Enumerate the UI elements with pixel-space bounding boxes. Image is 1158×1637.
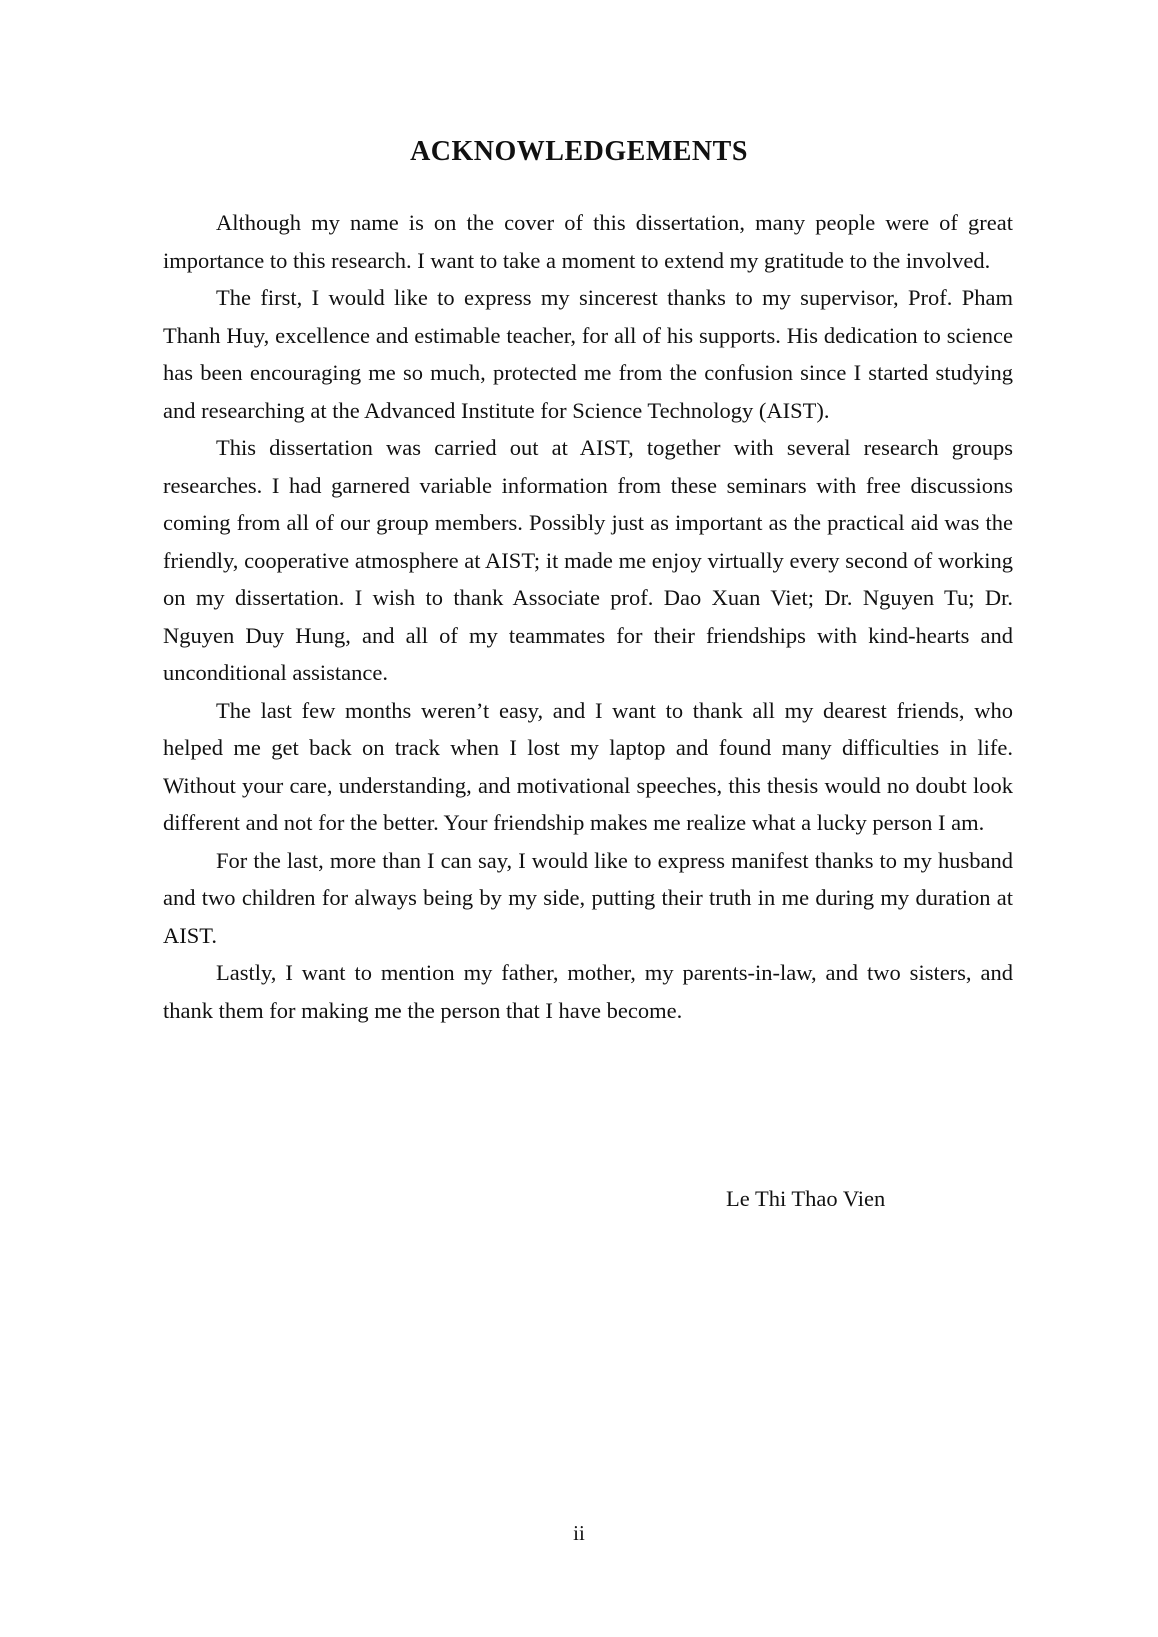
page-number: ii — [573, 1521, 585, 1545]
paragraph-research-groups: This dissertation was carried out at AIST, together with several research groups researches. I had garnered variable information from these seminars with free discussions coming from all of our group members. Possibly just as important as the practical aid was the friendly, cooperative atmosphere at AIST; it made me enjoy virtually every second of working on my dissertation. I wish to thank Associate prof. Dao Xuan Viet; Dr. Nguyen Tu; Dr. Nguyen Duy Hung, and all of my teammates for their friendships with kind-hearts and unconditional assistance. — [163, 435, 1013, 685]
paragraph-parents: Lastly, I want to mention my father, mother, my parents-in-law, and two sisters, and thank them for making me the person that I have become. — [163, 960, 1013, 1023]
author-signature: Le Thi Thao Vien — [726, 1186, 886, 1211]
paragraph-family: For the last, more than I can say, I would like to express manifest thanks to my husband and two children for always being by my side, putting their truth in me during my duration at AIST. — [163, 847, 1013, 948]
paragraph-friends: The last few months weren’t easy, and I want to thank all my dearest friends, who helped me get back on track when I lost my laptop and found many difficulties in life. Without your care, understanding, and motivational speeches, this thesis would no doubt look different and not for the better. Your friendship makes me realize what a lucky person I am. — [163, 697, 1013, 835]
acknowledgements-body — [163, 204, 1013, 1029]
paragraph-supervisor: The first, I would like to express my sincerest thanks to my supervisor, Prof. Pham Thanh Huy, excellence and estimable teacher, for all of his supports. His dedication to science has been encouraging me so much, protected me from the confusion since I started studying and researching at the Advanced Institute for Science Technology (AIST). — [163, 285, 1013, 423]
page-title: ACKNOWLEDGEMENTS — [410, 136, 748, 167]
paragraph-intro: Although my name is on the cover of this dissertation, many people were of great importance to this research. I want to take a moment to extend my gratitude to the involved. — [163, 210, 1013, 273]
